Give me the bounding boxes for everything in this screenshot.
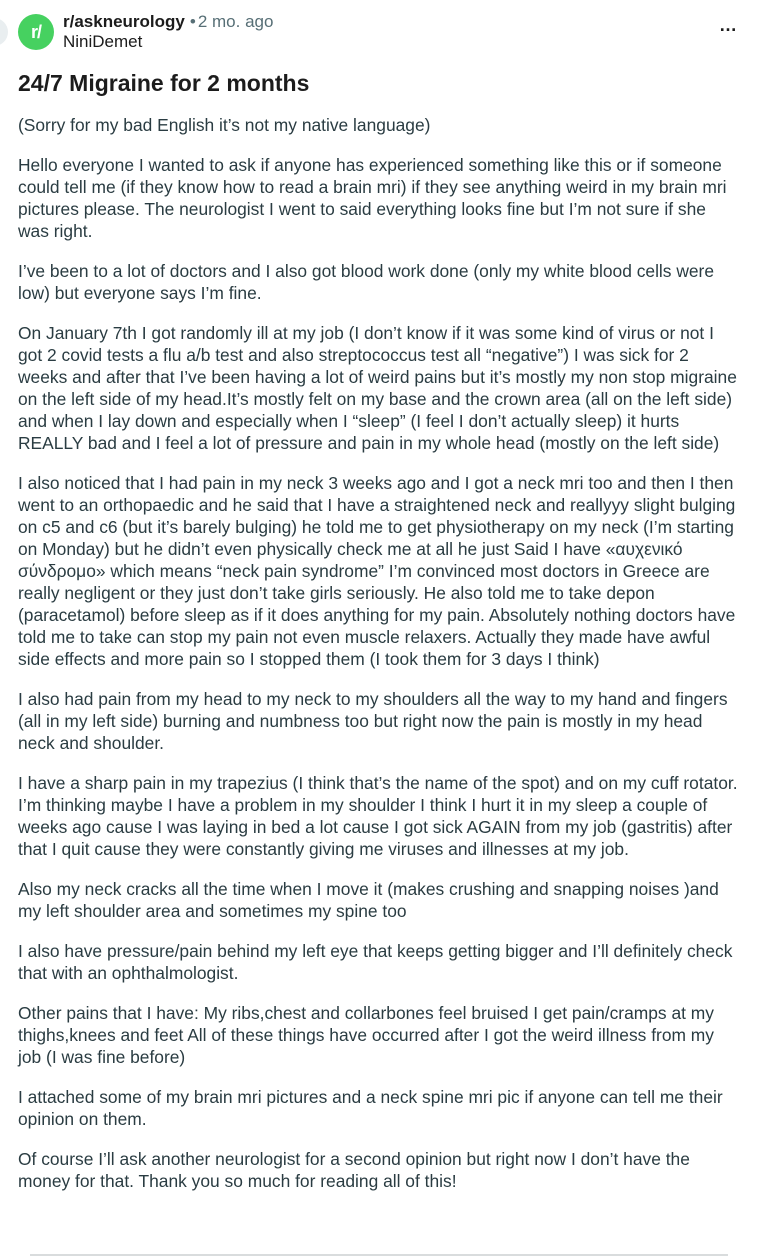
post-title: 24/7 Migraine for 2 months: [18, 70, 310, 96]
post-age: 2 mo. ago: [197, 12, 274, 31]
post-body: [18, 114, 740, 1192]
post-paragraph: I have a sharp pain in my trapezius (I think that’s the name of the spot) and on my cuff rotator. I’m thinking maybe I have a problem in my shoulder I think I hurt it in my sleep a couple of weeks ago cause I was laying in bed a lot cause I got sick AGAIN from my job (gastritis) after that I quit cause they were constantly giving me viruses and illnesses at my job.: [18, 773, 738, 859]
post-paragraph: (Sorry for my bad English it’s not my native language): [18, 115, 431, 135]
post-paragraph: Of course I’ll ask another neurologist for a second opinion but right now I don’t have the money for that. Thank you so much for reading all of this!: [18, 1149, 690, 1191]
post-paragraph: I also noticed that I had pain in my neck 3 weeks ago and I got a neck mri too and then I then went to an orthopaedic and he said that I have a straightened neck and reallyyy slight bulging on c5 and c6 (but it’s barely bulging) he told me to get physiotherapy on my neck (I’m starting on Monday) but he didn’t even physically check me at all he just Said I have «αυχενικό σύνδρομο» which means “neck pain syndrome” I’m convinced most doctors in Greece are really negligent or they just don’t take girls seriously. He also told me to take depon (paracetamol) before sleep as if it does anything for my pain. Absolutely nothing doctors have told me to take can stop my pain not even muscle relaxers. Actually they made have awful side effects and more pain so I stopped them (I took them for 3 days I think): [18, 473, 736, 669]
more-options-icon[interactable]: …: [719, 15, 737, 35]
post: [18, 10, 740, 1210]
left-edge-fragment: [0, 18, 8, 46]
author-link[interactable]: NiniDemet: [63, 32, 143, 51]
post-paragraph: Other pains that I have: My ribs,chest and collarbones feel bruised I get pain/cramps at my thighs,knees and feet All of these things have occurred after I got the weird illness from my job (I was fine before): [18, 1003, 714, 1067]
post-paragraph: I attached some of my brain mri pictures and a neck spine mri pic if anyone can tell me their opinion on them.: [18, 1087, 723, 1129]
post-paragraph: Hello everyone I wanted to ask if anyone has experienced something like this or if someone could tell me (if they know how to read a brain mri) if they see anything weird in my brain mri pictures please. The neurologist I went to said everything looks fine but I’m not sure if she was right.: [18, 155, 727, 241]
post-header: [18, 10, 740, 54]
separator-dot: •: [189, 12, 196, 31]
subreddit-line: [63, 12, 273, 32]
post-paragraph: I also had pain from my head to my neck to my shoulders all the way to my hand and fingers (all in my left side) burning and numbness too but right now the pain is mostly in my head neck and shoulder.: [18, 689, 728, 753]
post-paragraph: I also have pressure/pain behind my left eye that keeps getting bigger and I’ll definitely check that with an ophthalmologist.: [18, 941, 733, 983]
post-paragraph: On January 7th I got randomly ill at my job (I don’t know if it was some kind of virus or not I got 2 covid tests a flu a/b test and also streptococcus test all “negative”) I was sick for 2 weeks and after that I’ve been having a lot of weird pains but it’s mostly my non stop migraine on the left side of my head.It’s mostly felt on my base and the crown area (all on the left side) and when I lay down and especially when I “sleep” (I feel I don’t actually sleep) it hurts REALLY bad and I feel a lot of pressure and pain in my whole head (mostly on the left side): [18, 323, 737, 453]
post-paragraph: Also my neck cracks all the time when I move it (makes crushing and snapping noises )and my left shoulder area and sometimes my spine too: [18, 879, 719, 921]
subreddit-avatar-icon[interactable]: r/: [18, 14, 54, 50]
post-paragraph: I’ve been to a lot of doctors and I also got blood work done (only my white blood cells were low) but everyone says I’m fine.: [18, 261, 715, 303]
subreddit-link[interactable]: r/askneurology: [63, 12, 185, 31]
post-meta: [63, 12, 273, 52]
